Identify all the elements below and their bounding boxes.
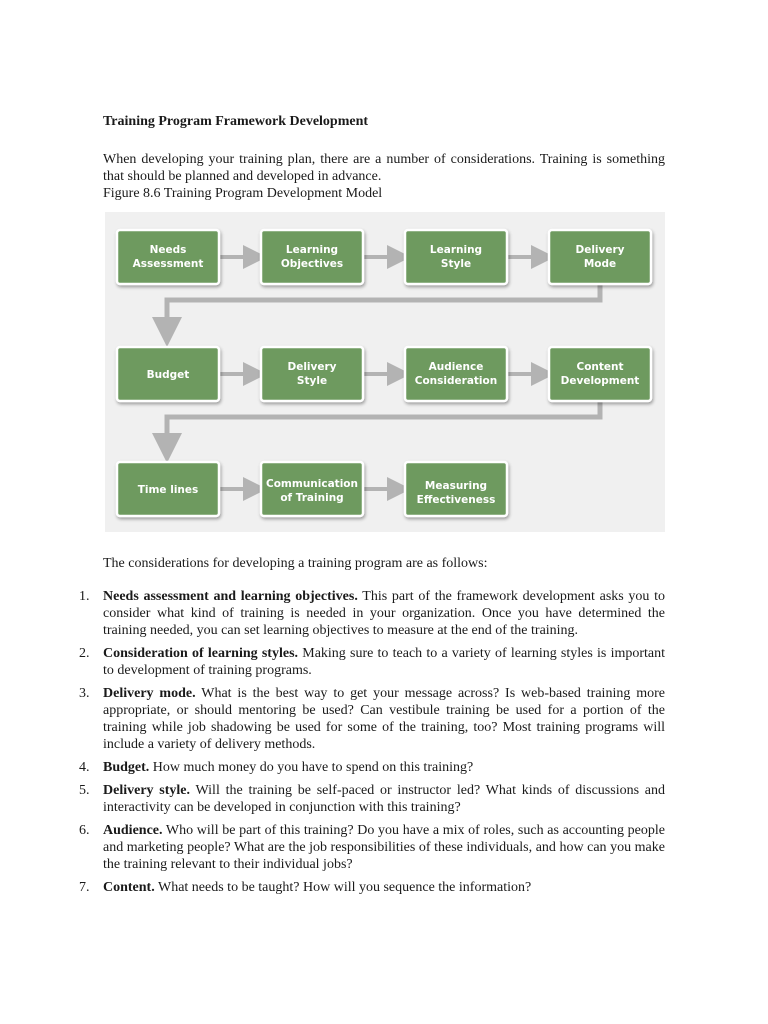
- box-learning-style: [405, 230, 507, 284]
- svg-text:Audience: Audience: [428, 361, 484, 373]
- list-item: [0, 822, 665, 873]
- list-lead: Audience.: [103, 823, 163, 838]
- box-delivery-style: [261, 347, 363, 401]
- list-text: What needs to be taught? How will you sequence the information?: [154, 880, 532, 895]
- list-lead: Content.: [103, 880, 155, 895]
- svg-text:Content: Content: [576, 361, 624, 373]
- training-model-diagram: [105, 212, 665, 532]
- list-lead: Delivery mode.: [103, 686, 196, 701]
- svg-text:Communication: Communication: [266, 478, 358, 490]
- svg-text:Style: Style: [296, 375, 328, 387]
- svg-text:Development: Development: [560, 375, 640, 387]
- list-number: 7.: [79, 880, 90, 895]
- list-item: [0, 588, 665, 639]
- svg-text:Measuring: Measuring: [424, 480, 488, 492]
- list-text: Will the training be self-paced or instructor led? What kinds of discussions and interactivity can be developed in conjunction with this training?: [103, 783, 666, 815]
- list-text: This part of the framework development asks you to consider what kind of training is needed in your organization. Once you have determined the training needed, you can set learning objectives to measure at the end of the training.: [103, 589, 665, 638]
- list-text: How much money do you have to spend on this training?: [149, 760, 474, 775]
- svg-text:Consideration: Consideration: [414, 375, 498, 387]
- list-lead: Delivery style.: [103, 783, 191, 798]
- list-text: Making sure to teach to a variety of learning styles is important to development of training programs.: [103, 646, 666, 678]
- box-delivery-mode: [549, 230, 651, 284]
- svg-text:Budget: Budget: [146, 369, 190, 381]
- list-item: [0, 759, 665, 776]
- box-communication-of-training: [261, 462, 363, 516]
- list-item: [0, 685, 665, 753]
- figure-caption: Figure 8.6 Training Program Development Model: [103, 186, 383, 201]
- svg-text:Learning: Learning: [429, 244, 483, 256]
- intro-paragraph: When developing your training plan, there are a number of considerations. Training is something that should be planned and developed in advance.: [103, 152, 665, 184]
- list-lead: Consideration of learning styles.: [103, 646, 299, 661]
- svg-text:Assessment: Assessment: [132, 258, 204, 270]
- list-number: 3.: [79, 686, 90, 701]
- box-audience-consideration: [405, 347, 507, 401]
- list-text: Who will be part of this training? Do you have a mix of roles, such as accounting people and marketing people? What are the job responsibilities of these individuals, and how can you make the training relevant to their individual jobs?: [103, 823, 665, 872]
- connector-row2-row3: [167, 400, 600, 448]
- svg-text:of Training: of Training: [280, 492, 344, 504]
- box-budget: [117, 347, 219, 401]
- box-learning-objectives: [261, 230, 363, 284]
- section-heading: Training Program Framework Development: [103, 114, 369, 129]
- box-time-lines: [117, 462, 219, 516]
- svg-text:Mode: Mode: [583, 258, 617, 270]
- list-intro: The considerations for developing a training program are as follows:: [103, 556, 488, 571]
- svg-text:Delivery: Delivery: [575, 244, 625, 256]
- connector-row1-row2: [167, 284, 600, 332]
- svg-text:Time lines: Time lines: [137, 484, 199, 496]
- svg-text:Style: Style: [440, 258, 472, 270]
- list-number: 5.: [79, 783, 90, 798]
- box-measuring-effectiveness: [405, 462, 507, 516]
- considerations-list: [0, 588, 768, 902]
- svg-text:Learning: Learning: [285, 244, 339, 256]
- svg-text:Objectives: Objectives: [280, 258, 344, 270]
- svg-text:Delivery: Delivery: [287, 361, 337, 373]
- list-item: [0, 879, 665, 896]
- box-content-development: [549, 347, 651, 401]
- list-text: What is the best way to get your message across? Is web-based training more appropriate, or should mentoring be used? Can vestibule training be used for a portion of the training while job shadowing be used for some of the training, too? Most training programs will include a variety of delivery methods.: [103, 686, 665, 752]
- list-number: 1.: [79, 589, 90, 604]
- list-lead: Budget.: [103, 760, 150, 775]
- list-number: 6.: [79, 823, 90, 838]
- list-number: 4.: [79, 760, 90, 775]
- box-needs-assessment: [117, 230, 219, 284]
- list-item: [0, 782, 665, 816]
- svg-text:Needs: Needs: [149, 244, 187, 256]
- list-lead: Needs assessment and learning objectives.: [103, 589, 358, 604]
- list-item: [0, 645, 665, 679]
- svg-text:Effectiveness: Effectiveness: [416, 494, 496, 506]
- list-number: 2.: [79, 646, 90, 661]
